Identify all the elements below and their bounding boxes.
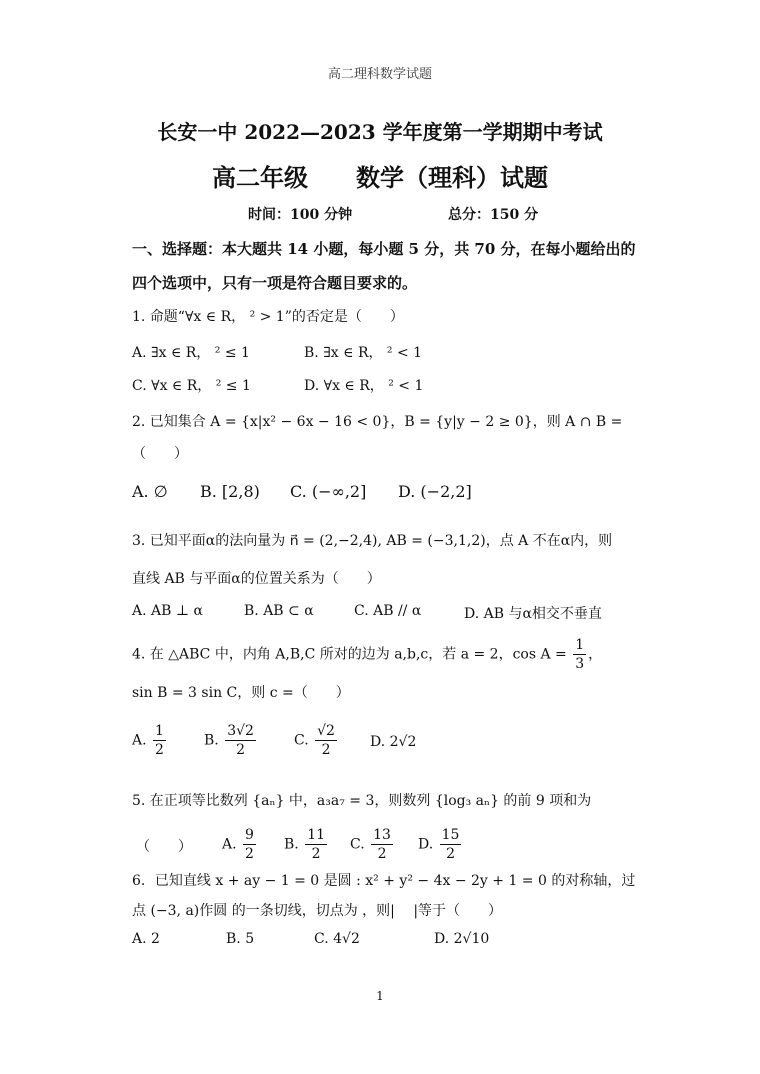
q5-option-b-label: B. [284,836,299,853]
q4-option-b [204,722,258,759]
q4-comma: ， [588,646,603,663]
q5-option-c-den: 2 [377,846,387,862]
q3-option-a: A. AB ⊥ α [132,603,203,619]
q6-stem-line2: 点 (−3, a)作圆 的一条切线，切点为 ，则| |等于（ ） [132,903,503,919]
q3-option-d: D. AB 与α相交不垂直 [464,606,602,622]
q4-stem [132,636,602,673]
q4-option-a-num: 1 [155,723,164,739]
page-header: 高二理科数学试题 [327,67,432,82]
q5-option-b-num: 11 [307,827,326,843]
q6-option-b: B. 5 [226,931,255,947]
q2-option-c: C. (−∞,2] [290,482,367,501]
exam-subtitle: 高二年级 数学（理科）试题 [212,163,548,192]
q3-stem: 3. 已知平面α的法向量为 n⃗ = (2,−2,4), AB = (−3,1,2)，点 A 不在α内，则 [132,533,613,549]
q1-option-b: B. ∃x ∈ R， ² < 1 [304,345,423,361]
q5-paren: （ ） [136,839,192,855]
q3-option-c: C. AB // α [354,603,422,619]
q5-option-d-den: 2 [446,846,456,862]
q4-option-b-label: B. [204,732,219,749]
q5-option-a-den: 2 [245,846,254,862]
q5-option-a-label: A. [222,836,237,853]
q5-option-c [350,826,395,863]
q1-option-d: D. ∀x ∈ R， ² < 1 [304,378,424,394]
exam-title: 长安一中 2022—2023 学年度第一学期期中考试 [157,120,603,144]
q2-stem: 2. 已知集合 A = {x|x² − 6x − 16 < 0}，B = {y|y − 2 ≥ 0}，则 A ∩ B = [132,414,623,430]
q2-option-d: D. (−2,2] [398,482,472,501]
q4-stem-text: 4. 在 △ABC 中，内角 A,B,C 所对的边为 a,b,c，若 a = 2，cos A = [132,646,567,663]
q4-option-b-num: 3√2 [227,723,254,739]
q3-option-b: B. AB ⊂ α [244,603,314,619]
q4-option-c-label: C. [294,732,309,749]
q5-option-c-label: C. [350,836,365,853]
q6-option-a: A. 2 [132,931,160,947]
q4-option-d: D. 2√2 [370,734,417,750]
q5-option-d [418,826,463,863]
q5-option-d-label: D. [418,836,434,853]
q3-stem-line2: 直线 AB 与平面α的位置关系为（ ） [132,571,381,587]
q2-option-b: B. [2,8) [200,482,260,501]
exam-total: 总分：150 分 [448,207,539,223]
q5-option-a [222,826,258,863]
q5-option-a-num: 9 [245,827,254,843]
section-heading-line2: 四个选项中，只有一项是符合题目要求的。 [132,274,418,292]
q5-option-c-num: 13 [373,827,391,843]
q4-option-a-den: 2 [155,742,164,758]
q6-option-c: C. 4√2 [314,931,360,947]
section-heading-line1: 一、选择题：本大题共 14 小题，每小题 5 分，共 70 分，在每小题给出的 [132,240,636,258]
q1-option-a: A. ∃x ∈ R， ² ≤ 1 [132,345,250,361]
exam-time: 时间：100 分钟 [248,207,353,223]
q5-option-d-num: 15 [441,827,460,843]
page-number: 1 [376,989,384,1003]
q2-paren: （ ） [132,446,188,462]
q1-stem: 1. 命题“∀x ∈ R， ² > 1”的否定是（ ） [132,309,404,325]
q4-option-c-num: √2 [317,723,335,739]
q4-option-a-label: A. [132,732,147,749]
q5-option-b [284,826,329,863]
q4-stem-line2: sin B = 3 sin C，则 c =（ ） [132,685,350,701]
q5-option-b-den: 2 [311,846,321,862]
q2-option-a: A. ∅ [132,482,168,501]
q4-cos-numerator: 1 [575,637,585,653]
q4-cos-denominator: 3 [575,656,585,672]
q1-option-c: C. ∀x ∈ R， ² ≤ 1 [132,378,251,394]
q5-stem: 5. 在正项等比数列 {aₙ} 中，a₃a₇ = 3，则数列 {log₃ aₙ} 的前 9 项和为 [132,793,592,809]
q6-option-d: D. 2√10 [434,931,490,947]
q4-option-a [132,722,168,759]
q4-option-b-den: 2 [236,742,246,758]
q6-stem: 6．已知直线 x + ay − 1 = 0 是圆 : x² + y² − 4x − 2y + 1 = 0 的对称轴，过 [132,873,636,889]
q4-option-c-den: 2 [321,742,331,758]
q4-option-c [294,722,339,759]
q4-cos-fraction [573,636,586,673]
